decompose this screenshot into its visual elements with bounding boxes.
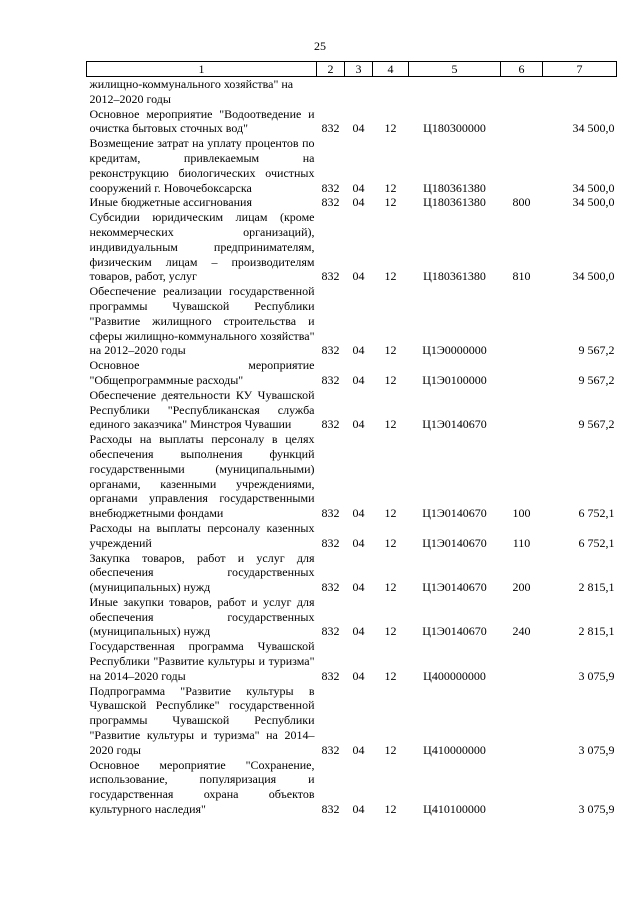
section-code-cell: 04 — [352, 506, 365, 521]
target-article-cell: Ц180361380 — [423, 180, 486, 195]
ministry-code-cell: 832 — [321, 580, 340, 595]
target-article-cell: Ц1Э0140670 — [422, 580, 487, 595]
table-row — [87, 595, 617, 639]
table-row — [87, 284, 617, 358]
subsection-code-cell: 12 — [384, 668, 397, 683]
section-code-cell: 04 — [352, 535, 365, 550]
item-name-cell: Иные закупки товаров, работ и услуг для обеспечения государственных (муниципальных) нужд — [89, 594, 315, 639]
target-article-cell: Ц1Э0140670 — [422, 535, 487, 550]
ministry-code-cell: 832 — [321, 121, 340, 136]
subsection-code-cell: 12 — [384, 195, 397, 210]
section-code-cell: 04 — [352, 121, 365, 136]
amount-cell: 3 075,9 — [578, 802, 615, 817]
amount-cell: 9 567,2 — [578, 417, 615, 432]
expense-type-cell — [501, 684, 543, 758]
expense-type-cell — [501, 388, 543, 432]
target-article-cell: Ц410100000 — [423, 802, 486, 817]
section-code-cell: 04 — [352, 195, 365, 210]
section-code-cell: 04 — [352, 802, 365, 817]
expense-type-cell: 110 — [512, 535, 531, 550]
subsection-code-cell: 12 — [384, 269, 397, 284]
amount-cell: 6 752,1 — [578, 506, 615, 521]
target-article-cell: Ц400000000 — [423, 668, 486, 683]
amount-cell — [543, 77, 617, 107]
target-article-cell: Ц410000000 — [423, 742, 486, 757]
amount-cell: 6 752,1 — [578, 535, 615, 550]
item-name-cell: Основное мероприятие "Общепрограммные расходы" — [89, 358, 315, 387]
target-article-cell: Ц1Э0140670 — [422, 624, 487, 639]
section-code-cell: 04 — [352, 180, 365, 195]
subsection-code-cell: 12 — [384, 580, 397, 595]
table-row — [87, 358, 617, 388]
expense-type-cell — [501, 284, 543, 358]
ministry-code-cell: 832 — [321, 269, 340, 284]
table-row — [87, 551, 617, 595]
expense-type-cell: 100 — [512, 506, 531, 521]
table-row — [87, 388, 617, 432]
ministry-code-cell: 832 — [321, 195, 340, 210]
amount-cell: 3 075,9 — [578, 668, 615, 683]
ministry-code-cell: 832 — [321, 668, 340, 683]
section-code-cell: 04 — [352, 742, 365, 757]
item-name-cell: Расходы на выплаты персоналу в целях обеспечения выполнения функций государственными (муниципальными) органами, казенными учреждениями, органами управления государственными внебюджетными фондами — [89, 432, 315, 521]
table-row — [87, 758, 617, 817]
section-code-cell: 04 — [352, 624, 365, 639]
subsection-code-cell: 12 — [384, 180, 397, 195]
target-article-cell — [409, 77, 501, 107]
amount-cell: 9 567,2 — [578, 343, 615, 358]
section-code-cell: 04 — [352, 269, 365, 284]
amount-cell: 34 500,0 — [572, 269, 615, 284]
item-name-cell: Подпрограмма "Развитие культуры в Чувашской Республике" государственной программы Чувашской Республики "Развитие культуры и туризма" на 2014–2020 годы — [89, 683, 315, 757]
amount-cell: 34 500,0 — [572, 121, 615, 136]
subsection-code-cell: 12 — [384, 506, 397, 521]
item-name-cell: Расходы на выплаты персоналу казенных учреждений — [89, 520, 315, 550]
table-row — [87, 684, 617, 758]
subsection-code-cell: 12 — [384, 121, 397, 136]
expense-type-cell — [501, 758, 543, 817]
ministry-code-cell: 832 — [321, 417, 340, 432]
table-header — [87, 62, 617, 77]
header-col-1: 1 — [87, 62, 317, 77]
page-number: 25 — [314, 39, 326, 53]
expense-type-cell — [501, 107, 543, 137]
section-code-cell: 04 — [352, 668, 365, 683]
table-row — [87, 136, 617, 195]
header-col-6: 6 — [501, 62, 543, 77]
ministry-code-cell: 832 — [321, 535, 340, 550]
item-name-cell: жилищно-коммунального хозяйства" на 2012–2020 годы — [89, 77, 294, 106]
expense-type-cell — [501, 639, 543, 683]
item-name-cell: Субсидии юридическим лицам (кроме некоммерческих организаций), индивидуальным предпринимателям, физическим лицам – производителям товаров, работ, услуг — [89, 210, 315, 284]
amount-cell: 34 500,0 — [572, 180, 615, 195]
section-code-cell — [345, 77, 373, 107]
subsection-code-cell: 12 — [384, 624, 397, 639]
section-code-cell: 04 — [352, 580, 365, 595]
ministry-code-cell: 832 — [321, 624, 340, 639]
amount-cell: 2 815,1 — [578, 624, 615, 639]
expense-type-cell — [501, 136, 543, 195]
table-body — [87, 77, 617, 817]
target-article-cell: Ц1Э0100000 — [422, 372, 487, 387]
header-col-4: 4 — [373, 62, 409, 77]
amount-cell: 34 500,0 — [572, 195, 615, 210]
expense-type-cell: 240 — [512, 624, 531, 639]
target-article-cell: Ц180361380 — [423, 269, 486, 284]
ministry-code-cell: 832 — [321, 180, 340, 195]
item-name-cell: Возмещение затрат на уплату процентов по кредитам, привлекаемым на реконструкцию биологических очистных сооружений г. Новочебоксарска — [89, 136, 315, 195]
expense-type-cell — [501, 77, 543, 107]
header-col-5: 5 — [409, 62, 501, 77]
header-col-7: 7 — [543, 62, 617, 77]
table-row — [87, 210, 617, 284]
target-article-cell: Ц180300000 — [423, 121, 486, 136]
item-name-cell: Иные бюджетные ассигнования — [89, 195, 252, 210]
subsection-code-cell: 12 — [384, 417, 397, 432]
table-row — [87, 195, 617, 210]
expense-type-cell — [501, 358, 543, 388]
target-article-cell: Ц180361380 — [423, 195, 486, 210]
table-row — [87, 639, 617, 683]
subsection-code-cell: 12 — [384, 372, 397, 387]
subsection-code-cell: 12 — [384, 802, 397, 817]
amount-cell: 2 815,1 — [578, 580, 615, 595]
table-row — [87, 107, 617, 137]
item-name-cell: Обеспечение реализации государственной программы Чувашской Республики "Развитие жилищного строительства и сферы жилищно-коммунального хозяйства" на 2012–2020 годы — [89, 284, 315, 358]
subsection-code-cell: 12 — [384, 343, 397, 358]
header-row — [87, 62, 617, 77]
ministry-code-cell: 832 — [321, 506, 340, 521]
header-col-2: 2 — [317, 62, 345, 77]
expense-type-cell: 200 — [512, 580, 531, 595]
ministry-code-cell: 832 — [321, 372, 340, 387]
section-code-cell: 04 — [352, 372, 365, 387]
ministry-code-cell: 832 — [321, 802, 340, 817]
section-code-cell: 04 — [352, 343, 365, 358]
amount-cell: 9 567,2 — [578, 372, 615, 387]
expense-type-cell: 800 — [512, 195, 531, 210]
target-article-cell: Ц1Э0000000 — [422, 343, 487, 358]
ministry-code-cell — [317, 77, 345, 107]
subsection-code-cell: 12 — [384, 742, 397, 757]
amount-cell: 3 075,9 — [578, 742, 615, 757]
expense-type-cell: 810 — [512, 269, 531, 284]
ministry-code-cell: 832 — [321, 742, 340, 757]
item-name-cell: Основное мероприятие "Водоотведение и очистка бытовых сточных вод" — [89, 106, 315, 136]
subsection-code-cell — [373, 77, 409, 107]
item-name-cell: Обеспечение деятельности КУ Чувашской Республики "Республиканская служба единого заказчика" Минстроя Чувашии — [89, 387, 315, 432]
ministry-code-cell: 832 — [321, 343, 340, 358]
target-article-cell: Ц1Э0140670 — [422, 417, 487, 432]
item-name-cell: Закупка товаров, работ и услуг для обеспечения государственных (муниципальных) нужд — [89, 550, 315, 595]
target-article-cell: Ц1Э0140670 — [422, 506, 487, 521]
budget-table — [86, 61, 617, 817]
item-name-cell: Государственная программа Чувашской Республики "Развитие культуры и туризма" на 2014–2020 годы — [89, 639, 315, 683]
table-row — [87, 521, 617, 551]
header-col-3: 3 — [345, 62, 373, 77]
table-row — [87, 77, 617, 107]
subsection-code-cell: 12 — [384, 535, 397, 550]
section-code-cell: 04 — [352, 417, 365, 432]
table-row — [87, 432, 617, 521]
item-name-cell: Основное мероприятие "Сохранение, использование, популяризация и государственная охрана объектов культурного наследия" — [89, 757, 315, 817]
